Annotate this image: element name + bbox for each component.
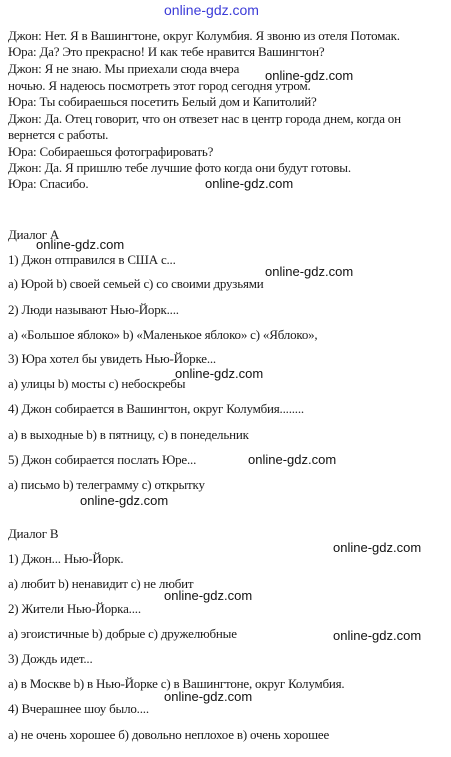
dialogue-line: Юра: Ты собираешься посетить Белый дом и Капитолий? — [8, 94, 317, 109]
dialogue-line: Юра: Да? Это прекрасно! И как тебе нравится Вашингтон? — [8, 44, 325, 59]
dialogue-line: Юра: Спасибо. — [8, 176, 89, 191]
dialogue-line: Юра: Собираешься фотографировать? — [8, 144, 214, 159]
dialogue-line: ночью. Я надеюсь посмотреть этот город сегодня утром. — [8, 78, 311, 93]
dialog-a-question: 2) Люди называют Нью-Йорк.... — [8, 302, 179, 317]
dialog-a-question: 4) Джон собирается в Вашингтон, округ Колумбия........ — [8, 401, 304, 416]
watermark-top: online-gdz.com — [164, 2, 259, 18]
dialog-a-options: a) письмо b) телеграмму c) открытку — [8, 477, 205, 492]
dialog-a-options: a) улицы b) мосты c) небоскребы — [8, 376, 186, 391]
dialogue-line: Джон: Я не знаю. Мы приехали сюда вчера — [8, 61, 240, 76]
dialog-b-question: 1) Джон... Нью-Йорк. — [8, 551, 124, 566]
dialog-b-question: 2) Жители Нью-Йорка.... — [8, 601, 141, 616]
dialogue-line: Джон: Да. Я пришлю тебе лучшие фото когда они будут готовы. — [8, 160, 351, 175]
dialog-b-options: a) эгоистичные b) добрые c) дружелюбные — [8, 626, 237, 641]
dialog-a-question: 1) Джон отправился в США с... — [8, 252, 176, 267]
dialog-a-question: 5) Джон собирается послать Юре... — [8, 452, 197, 467]
watermark: online-gdz.com — [248, 452, 337, 467]
dialog-a-options: a) «Большое яблоко» b) «Маленькое яблоко» c) «Яблоко», — [8, 327, 318, 342]
dialogue-line: вернется с работы. — [8, 127, 109, 142]
dialog-b-options: a) любит b) ненавидит c) не любит — [8, 576, 194, 591]
dialogue-line: Джон: Да. Отец говорит, что он отвезет нас в центр города днем, когда он — [8, 111, 401, 126]
dialogue-line: Джон: Нет. Я в Вашингтоне, округ Колумбия. Я звоню из отеля Потомак. — [8, 28, 400, 43]
dialog-a-question: 3) Юра хотел бы увидеть Нью-Йорке... — [8, 351, 216, 366]
dialog-b-question: 4) Вчерашнее шоу было.... — [8, 701, 149, 716]
watermark: online-gdz.com — [205, 176, 294, 191]
watermark: online-gdz.com — [80, 493, 169, 508]
watermark: online-gdz.com — [265, 264, 354, 279]
watermark: online-gdz.com — [333, 540, 422, 555]
watermark: online-gdz.com — [333, 628, 422, 643]
dialog-b-options: а) не очень хорошее б) довольно неплохое в) очень хорошее — [8, 727, 330, 742]
watermark: online-gdz.com — [164, 588, 253, 603]
dialog-a-options: a) в выходные b) в пятницу, c) в понедельник — [8, 427, 249, 442]
watermark: online-gdz.com — [164, 689, 253, 704]
dialog-b-question: 3) Дождь идет... — [8, 651, 93, 666]
watermark: online-gdz.com — [265, 68, 354, 83]
watermark: online-gdz.com — [175, 366, 264, 381]
dialog-a-heading: Диалог A — [8, 227, 60, 242]
dialog-b-heading: Диалог B — [8, 526, 59, 541]
watermark: online-gdz.com — [36, 237, 125, 252]
dialog-b-options: a) в Москве b) в Нью-Йорке c) в Вашингтоне, округ Колумбия. — [8, 676, 345, 691]
dialog-a-options: a) Юрой b) своей семьей c) со своими друзьями — [8, 276, 264, 291]
